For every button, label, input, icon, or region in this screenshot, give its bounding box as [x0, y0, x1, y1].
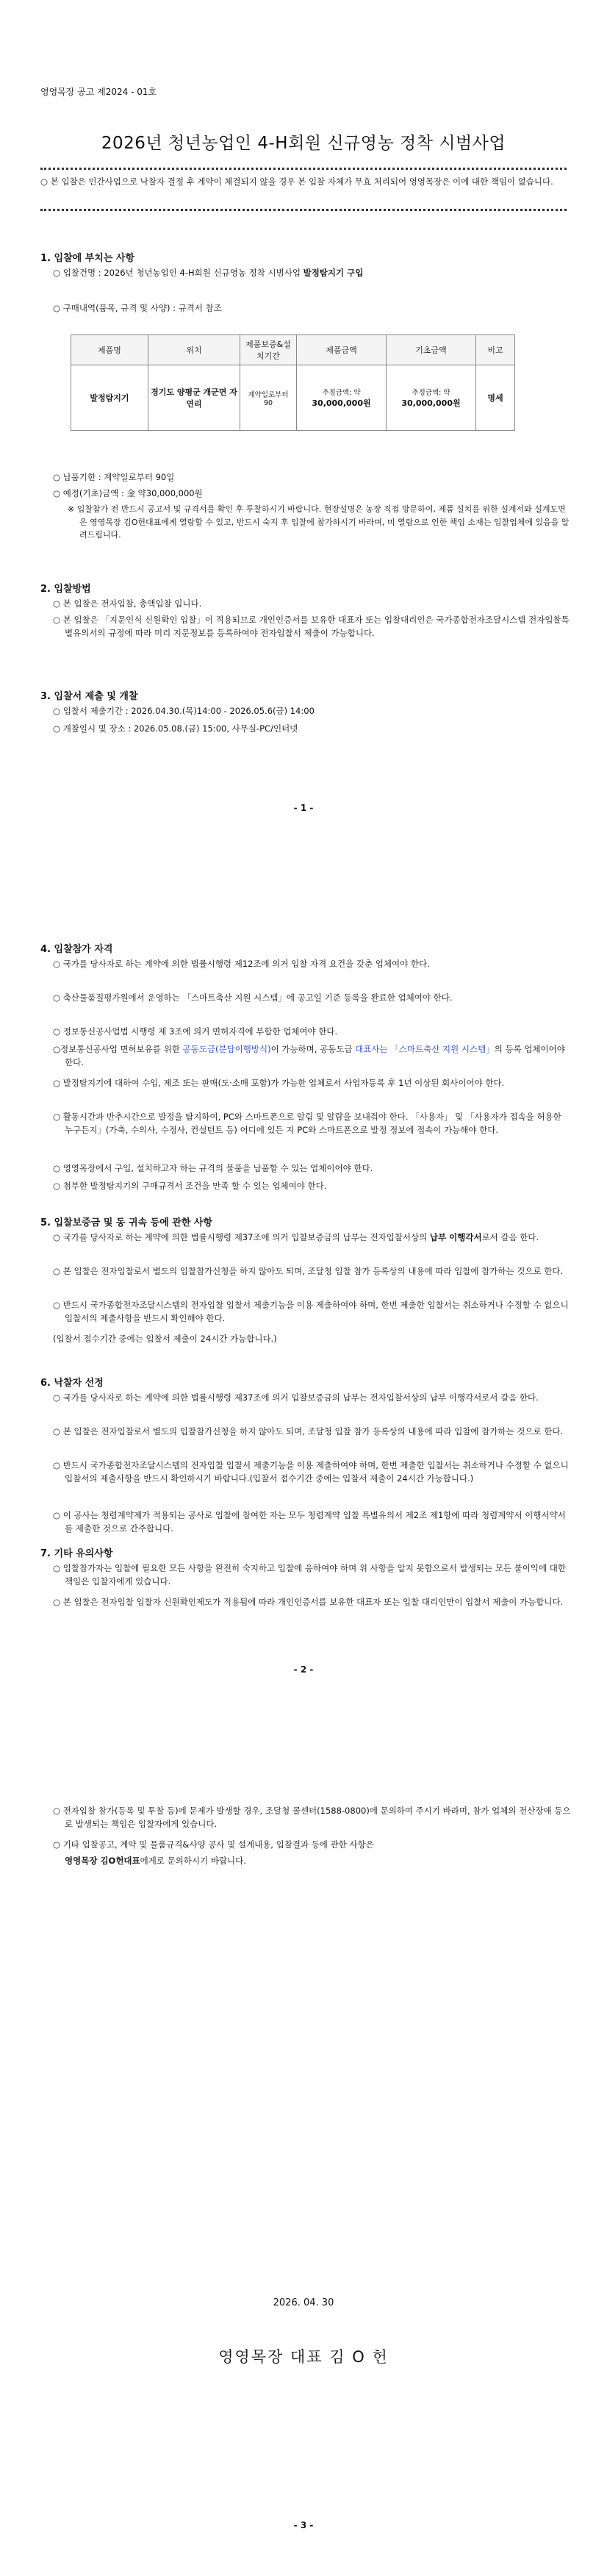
s4-item-8: ○ 첨부한 발정탐지기의 구매규격서 조건을 만족 할 수 있는 업체여야 한다. — [53, 1181, 327, 1191]
cell-product-price-value: 30,000,000원 — [312, 398, 371, 408]
page-number-1: - 1 - — [293, 803, 314, 813]
s6-item-3: ○ 반드시 국가종합전자조달시스템의 전자입찰 입찰서 제출기능을 이용 제출하여야 하며, 한번 제출한 입찰서는 취소하거나 수정할 수 없으니 입찰서의 제출사항을 반드시 확인하시기 바랍니다.(입찰서 접수기간 중에는 입찰서 제출이 24시간 가능합니다.) — [53, 1460, 569, 1484]
table-row — [71, 365, 515, 431]
s5-item-1-pre: ○ 국가를 당사자로 하는 계약에 의한 법률시행령 제37조에 의거 입찰보증금의 납부는 전자입찰서상의 — [53, 1232, 430, 1242]
section-4-title: 4. 입찰참가 자격 — [40, 944, 113, 955]
s3-item-2: ○ 개찰일시 및 장소 : 2026.05.08.(금) 15:00, 사무실-PC/인터넷 — [53, 723, 298, 734]
s4-item-4-mid: 이 가능하며, 공동도급 — [270, 1044, 356, 1054]
s1-item-spec: ○ 구매내역(품목, 규격 및 사양) : 규격서 참조 — [53, 303, 222, 313]
col-note: 비고 — [476, 335, 515, 365]
cell-product-price-label: 추정금액: 약 — [322, 389, 361, 397]
s6-item-1: ○ 국가를 당사자로 하는 계약에 의한 법률시행령 제37조에 의거 입찰보증금의 납부는 전자입찰서상의 납부 이행각서로서 갈음 한다. — [53, 1392, 539, 1403]
s4-item-4 — [53, 1042, 572, 1070]
cell-base-price-value: 30,000,000원 — [401, 398, 461, 408]
s4-item-3: ○ 정보통신공사업법 시행령 제 3조에 의거 면허자격에 부합한 업체여야 한다. — [53, 1026, 338, 1037]
s1-note: ※ 입찰참가 전 반드시 공고서 및 규격서를 확인 후 투찰하시기 바랍니다. 현장설명은 농장 직접 방문하여, 제품 설치를 위한 설계서와 설계도면은 영영목장 김O헌대표에게 열람할 수 있고, 반드시 숙지 후 입찰에 참가하시기 바라며, 미 열람으로 인한 책임 소재는 입찰업체에 있음을 알려드립니다. — [68, 504, 570, 540]
s1-item-name-text: ○ 입찰건명 : 2026년 청년농업인 4-H회원 신규영농 정착 시범사업 — [53, 268, 304, 278]
s4-item-7: ○ 영영목장에서 구입, 설치하고자 하는 규격의 물품을 납품할 수 있는 업체이어야 한다. — [53, 1163, 373, 1173]
s7-item-2: ○ 본 입찰은 전자입찰 입찰자 신원확인제도가 적용됨에 따라 개인인증서를 보유한 대표자 또는 입찰 대리인만이 입찰서 제출이 가능합니다. — [53, 1597, 564, 1607]
s2-item-1: ○ 본 입찰은 전자입찰, 총액입찰 입니다. — [53, 598, 202, 609]
s5-item-4: (입찰서 접수기간 중에는 입찰서 제출이 24시간 가능합니다.) — [53, 1334, 277, 1344]
s5-item-1 — [53, 1231, 572, 1244]
s8-item-1: ○ 전자입찰 참가(등록 및 투찰 등)에 문제가 발생할 경우, 조달청 콜센터(1588-0800)에 문의하여 주시기 바라며, 참가 업체의 전산장애 등으로 발생되는 책임은 입찰자에게 있습니다. — [53, 1806, 571, 1830]
cell-period: 계약일로부터 90 — [240, 365, 297, 431]
divider-bottom — [40, 209, 567, 211]
s3-item-1: ○ 입찰서 제출기간 : 2026.04.30.(목)14:00 - 2026.05.6(금) 14:00 — [53, 706, 315, 716]
s7-item-1: ○ 입찰참가자는 입찰에 필요한 모든 사항을 완전히 숙지하고 입찰에 응하여야 하며 위 사항을 알지 못함으로서 발생되는 모든 불이익에 대한 책임은 입찰자에게 있습니다. — [53, 1563, 566, 1587]
s4-item-6: ○ 활동시간과 반추시간으로 발정을 탐지하여, PC와 스마트폰으로 알림 및 알람을 보내줘야 한다. 「사용자」 및 「사용자가 접속을 허용한 누구든지」(가축, 수의사, 수정사, 컨설턴트 등) 어디에 있든 지 PC와 스마트폰으로 발정 정보에 접속이 가능해야 한다. — [53, 1112, 561, 1136]
signature: 영영목장 대표 김 O 헌 — [218, 2348, 389, 2366]
s8-item-3 — [65, 1854, 572, 1867]
s4-item-4-lead: 대표사는 「스마트축산 지원 시스템」 — [355, 1044, 495, 1054]
cell-product-price — [297, 365, 387, 431]
bid-table-header-row — [71, 335, 515, 365]
s8-item-3-post: 에게로 문의하시기 바랍니다. — [140, 1856, 246, 1866]
page-number-3: - 3 - — [293, 2520, 314, 2530]
s4-item-1: ○ 국가를 당사자로 하는 계약에 의한 법률시행령 제12조에 의거 입찰 자격 요건을 갖춘 업체여야 한다. — [53, 959, 430, 969]
col-product-price: 제품금액 — [297, 335, 387, 365]
s1-item-name-bold: 발정탐지기 구입 — [303, 268, 364, 278]
s2-item-2: ○ 본 입찰은 「지문인식 신원확인 입찰」이 적용되므로 개인인증서를 보유한 대표자 또는 입찰대리인은 국가종합전자조달시스템 전자입찰특별유의서의 규정에 따라 미리 지문정보를 등록하여야 전자입찰서 제출이 가능합니다. — [53, 615, 570, 639]
cell-location: 경기도 양평군 개군면 자연리 — [148, 365, 240, 431]
notice-date: 2026. 04. 30 — [273, 2297, 334, 2308]
s5-item-1-bold: 납부 이행각서 — [429, 1232, 482, 1242]
col-warranty-period: 제품보증&설치기간 — [240, 335, 297, 365]
s5-item-3: ○ 반드시 국가종합전자조달시스템의 전자입찰 입찰서 제출기능을 이용 제출하여야 하며, 한번 제출한 입찰서는 취소하거나 수정할 수 없으니 입찰서의 제출사항을 반드시 확인해야 한다. — [53, 1300, 569, 1324]
s4-item-5: ○ 발정탐지기에 대하여 수입, 제조 또는 판매(도‧소매 포함)가 가능한 업체로서 사업자등록 후 1년 이상된 회사이어야 한다. — [53, 1078, 505, 1088]
col-location: 위치 — [148, 335, 240, 365]
s8-item-2: ○ 기타 입찰공고, 계약 및 물품규격&사양 공사 및 설계내용, 입찰결과 등에 관한 사항은 — [53, 1839, 374, 1850]
intro-notice: ○ 본 입찰은 민간사업으로 낙찰자 결정 후 계약이 체결되지 않을 경우 본 입찰 자체가 무효 처리되어 영영목장은 이에 대한 책임이 없습니다. — [40, 176, 553, 187]
s5-item-1-post: 로서 갈음 한다. — [481, 1232, 539, 1242]
s4-item-2: ○ 축산물품질평가원에서 운영하는 「스마트축산 지원 시스템」에 공고일 기준 등록을 완료한 업체여야 한다. — [53, 992, 453, 1003]
s1-base-price: ○ 예정(기초)금액 : 金 약30,000,000원 — [53, 488, 203, 498]
section-5-title: 5. 입찰보증금 및 동 귀속 등에 관한 사항 — [40, 1217, 213, 1228]
section-3-title: 3. 입찰서 제출 및 개찰 — [40, 691, 138, 702]
s5-item-2: ○ 본 입찰은 전자입찰로서 별도의 입찰참가신청을 하지 않아도 되며, 조달청 입찰 참가 등록상의 내용에 따라 입찰에 참가하는 것으로 한다. — [53, 1266, 564, 1276]
cell-base-price — [387, 365, 476, 431]
cell-base-price-label: 추정금액: 약 — [412, 389, 450, 397]
bid-table — [71, 334, 515, 431]
s4-item-4-pre: ○정보통신공사업 면허보유를 위한 — [53, 1044, 183, 1054]
s6-item-4: ○ 이 공사는 청렴계약제가 적용되는 공사로 입찰에 참여한 자는 모두 청렴계약 입찰 특별유의서 제2조 제1항에 따라 청렴계약서 이행서약서를 제출한 것으로 간주합니다. — [53, 1510, 566, 1534]
s4-item-4-post: 의 등록 업체이어야 한다. — [65, 1044, 565, 1068]
section-7-title: 7. 기타 유의사항 — [40, 1548, 113, 1559]
s1-item-name — [53, 266, 560, 279]
page-title: 2026년 청년농업인 4-H회원 신규영농 정착 시범사업 — [101, 134, 506, 153]
notice-number: 영영목장 공고 제2024 - 01호 — [40, 87, 157, 97]
s6-item-2: ○ 본 입찰은 전자입찰로서 별도의 입찰참가신청을 하지 않아도 되며, 조달청 입찰 참가 등록상의 내용에 따라 입찰에 참가하는 것으로 한다. — [53, 1426, 564, 1437]
col-product-name: 제품명 — [71, 335, 148, 365]
col-base-price: 기초금액 — [387, 335, 476, 365]
s4-item-4-joint: 공동도급(분담이행방식) — [182, 1044, 271, 1054]
page-number-2: - 2 - — [293, 1664, 314, 1675]
section-1-title: 1. 입찰에 부치는 사항 — [40, 253, 135, 264]
s1-delivery: ○ 납품기한 : 계약일로부터 90일 — [53, 472, 175, 482]
cell-note: 명세 — [476, 365, 515, 431]
divider-top — [40, 168, 567, 170]
s8-contact-name: 영영목장 김O헌대표 — [65, 1856, 140, 1866]
cell-product-name: 발정탐지기 — [71, 365, 148, 431]
section-6-title: 6. 낙찰자 선정 — [40, 1378, 104, 1389]
section-2-title: 2. 입찰방법 — [40, 584, 91, 595]
